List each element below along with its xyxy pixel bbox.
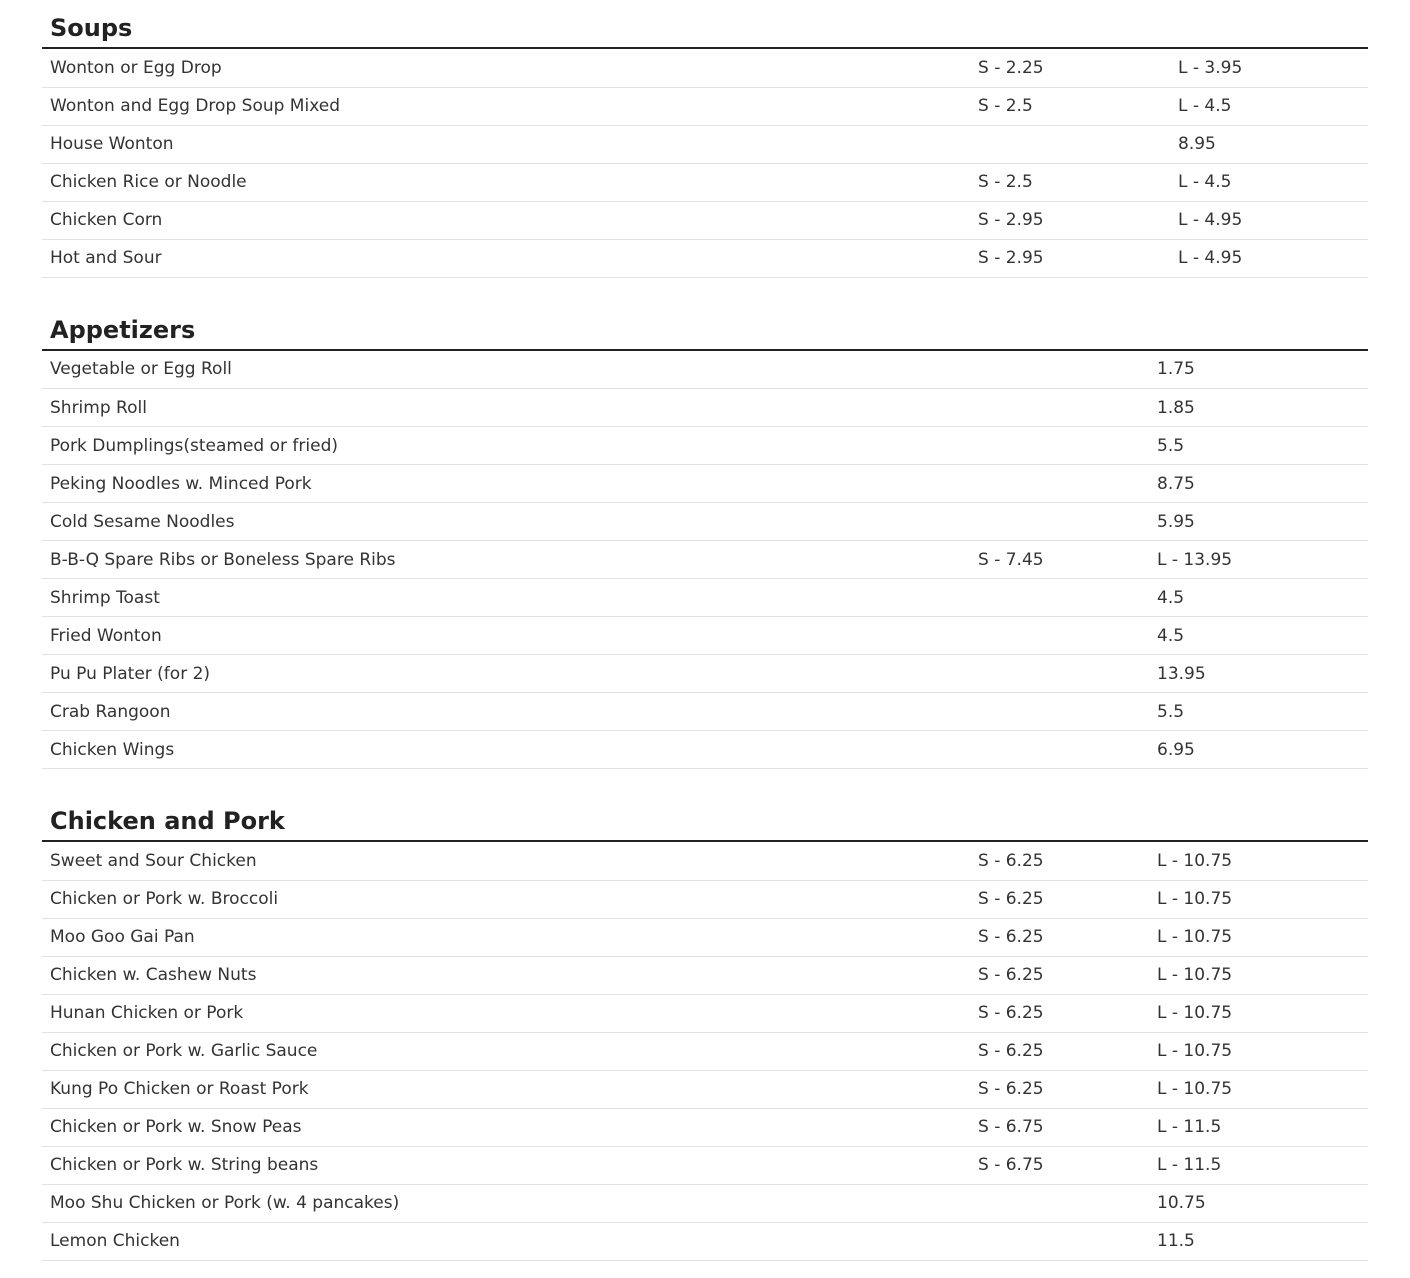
item-large-price: 4.5: [1157, 579, 1355, 617]
section-title: Soups: [42, 0, 1368, 49]
item-small-price: [970, 351, 1170, 389]
table-row: [42, 351, 1368, 389]
item-small-price: S - 6.75: [970, 1108, 1170, 1146]
item-large-price: 11.5: [1157, 1222, 1355, 1260]
item-name: House Wonton: [42, 125, 970, 163]
item-small-price: [970, 125, 1170, 163]
table-row: [42, 617, 1368, 655]
table-row: [42, 1184, 1368, 1222]
item-name: B-B-Q Spare Ribs or Boneless Spare Ribs: [42, 541, 970, 579]
item-small-price: [970, 655, 1170, 693]
item-large-price: L - 10.75: [1157, 880, 1355, 918]
menu-table: [42, 842, 1368, 1261]
item-name: Fried Wonton: [42, 617, 970, 655]
menu: [42, 0, 1368, 1261]
item-small-price: [970, 1222, 1170, 1260]
item-name: Vegetable or Egg Roll: [42, 351, 970, 389]
item-large-price: L - 11.5: [1157, 1146, 1355, 1184]
table-row: [42, 1146, 1368, 1184]
item-large-price: 13.95: [1157, 655, 1355, 693]
table-row: [42, 842, 1368, 880]
item-large-price: 8.75: [1157, 465, 1355, 503]
item-large-price: 4.5: [1157, 617, 1355, 655]
item-large-price: 5.95: [1157, 503, 1355, 541]
item-small-price: S - 6.25: [970, 918, 1170, 956]
item-name: Moo Shu Chicken or Pork (w. 4 pancakes): [42, 1184, 970, 1222]
section-appetizers: [42, 302, 1368, 770]
item-large-price: L - 10.75: [1157, 956, 1355, 994]
item-large-price: 1.75: [1157, 351, 1355, 389]
item-small-price: [970, 503, 1170, 541]
item-small-price: [970, 1184, 1170, 1222]
section-chicken-and-pork: [42, 793, 1368, 1261]
item-large-price: L - 10.75: [1157, 842, 1355, 880]
item-large-price: L - 4.5: [1170, 163, 1368, 201]
table-row: [42, 994, 1368, 1032]
menu-table: [42, 49, 1368, 278]
table-row: [42, 1108, 1368, 1146]
item-small-price: S - 6.25: [970, 1032, 1170, 1070]
item-name: Wonton or Egg Drop: [42, 49, 970, 87]
item-small-price: S - 2.95: [970, 239, 1170, 277]
table-row: [42, 49, 1368, 87]
table-row: [42, 731, 1368, 769]
item-small-price: S - 6.25: [970, 842, 1170, 880]
item-large-price: 8.95: [1170, 125, 1368, 163]
table-row: [42, 503, 1368, 541]
menu-table: [42, 351, 1368, 770]
item-small-price: [970, 731, 1170, 769]
item-small-price: [970, 579, 1170, 617]
item-name: Shrimp Toast: [42, 579, 970, 617]
item-small-price: [970, 465, 1170, 503]
item-name: Chicken or Pork w. Broccoli: [42, 880, 970, 918]
item-small-price: S - 6.25: [970, 994, 1170, 1032]
table-row: [42, 239, 1368, 277]
item-large-price: L - 4.5: [1170, 87, 1368, 125]
item-name: Chicken Wings: [42, 731, 970, 769]
table-row: [42, 427, 1368, 465]
table-row: [42, 389, 1368, 427]
item-small-price: S - 2.5: [970, 87, 1170, 125]
item-small-price: S - 2.95: [970, 201, 1170, 239]
item-large-price: 5.5: [1157, 693, 1355, 731]
item-name: Chicken or Pork w. Garlic Sauce: [42, 1032, 970, 1070]
item-name: Chicken or Pork w. String beans: [42, 1146, 970, 1184]
item-small-price: [970, 427, 1170, 465]
section-title: Chicken and Pork: [42, 793, 1368, 842]
item-small-price: [970, 693, 1170, 731]
item-name: Shrimp Roll: [42, 389, 970, 427]
table-row: [42, 201, 1368, 239]
item-name: Hot and Sour: [42, 239, 970, 277]
item-large-price: 5.5: [1157, 427, 1355, 465]
item-name: Chicken w. Cashew Nuts: [42, 956, 970, 994]
table-row: [42, 880, 1368, 918]
item-small-price: S - 7.45: [970, 541, 1170, 579]
item-name: Sweet and Sour Chicken: [42, 842, 970, 880]
section-title: Appetizers: [42, 302, 1368, 351]
item-name: Hunan Chicken or Pork: [42, 994, 970, 1032]
table-row: [42, 655, 1368, 693]
item-small-price: [970, 617, 1170, 655]
item-small-price: S - 6.25: [970, 956, 1170, 994]
item-small-price: S - 2.5: [970, 163, 1170, 201]
table-row: [42, 918, 1368, 956]
table-row: [42, 87, 1368, 125]
table-row: [42, 1032, 1368, 1070]
section-soups: [42, 0, 1368, 278]
item-large-price: 6.95: [1157, 731, 1355, 769]
item-large-price: L - 10.75: [1157, 918, 1355, 956]
table-row: [42, 579, 1368, 617]
item-large-price: L - 11.5: [1157, 1108, 1355, 1146]
item-name: Moo Goo Gai Pan: [42, 918, 970, 956]
item-large-price: L - 13.95: [1157, 541, 1355, 579]
item-name: Wonton and Egg Drop Soup Mixed: [42, 87, 970, 125]
item-name: Lemon Chicken: [42, 1222, 970, 1260]
item-large-price: L - 10.75: [1157, 1070, 1355, 1108]
section-spacer: [42, 278, 1368, 302]
section-spacer: [42, 769, 1368, 793]
table-row: [42, 693, 1368, 731]
item-name: Cold Sesame Noodles: [42, 503, 970, 541]
item-small-price: S - 6.75: [970, 1146, 1170, 1184]
item-large-price: L - 10.75: [1157, 1032, 1355, 1070]
table-row: [42, 465, 1368, 503]
item-name: Chicken or Pork w. Snow Peas: [42, 1108, 970, 1146]
item-small-price: S - 2.25: [970, 49, 1170, 87]
table-row: [42, 163, 1368, 201]
item-small-price: S - 6.25: [970, 880, 1170, 918]
table-row: [42, 1222, 1368, 1260]
item-large-price: L - 4.95: [1170, 239, 1368, 277]
item-large-price: L - 10.75: [1157, 994, 1355, 1032]
table-row: [42, 1070, 1368, 1108]
item-large-price: L - 3.95: [1170, 49, 1368, 87]
item-name: Pu Pu Plater (for 2): [42, 655, 970, 693]
item-small-price: S - 6.25: [970, 1070, 1170, 1108]
item-name: Crab Rangoon: [42, 693, 970, 731]
item-name: Chicken Rice or Noodle: [42, 163, 970, 201]
table-row: [42, 956, 1368, 994]
item-name: Kung Po Chicken or Roast Pork: [42, 1070, 970, 1108]
item-small-price: [970, 389, 1170, 427]
item-name: Chicken Corn: [42, 201, 970, 239]
item-large-price: 1.85: [1157, 389, 1355, 427]
item-name: Peking Noodles w. Minced Pork: [42, 465, 970, 503]
item-name: Pork Dumplings(steamed or fried): [42, 427, 970, 465]
table-row: [42, 125, 1368, 163]
table-row: [42, 541, 1368, 579]
item-large-price: L - 4.95: [1170, 201, 1368, 239]
item-large-price: 10.75: [1157, 1184, 1355, 1222]
